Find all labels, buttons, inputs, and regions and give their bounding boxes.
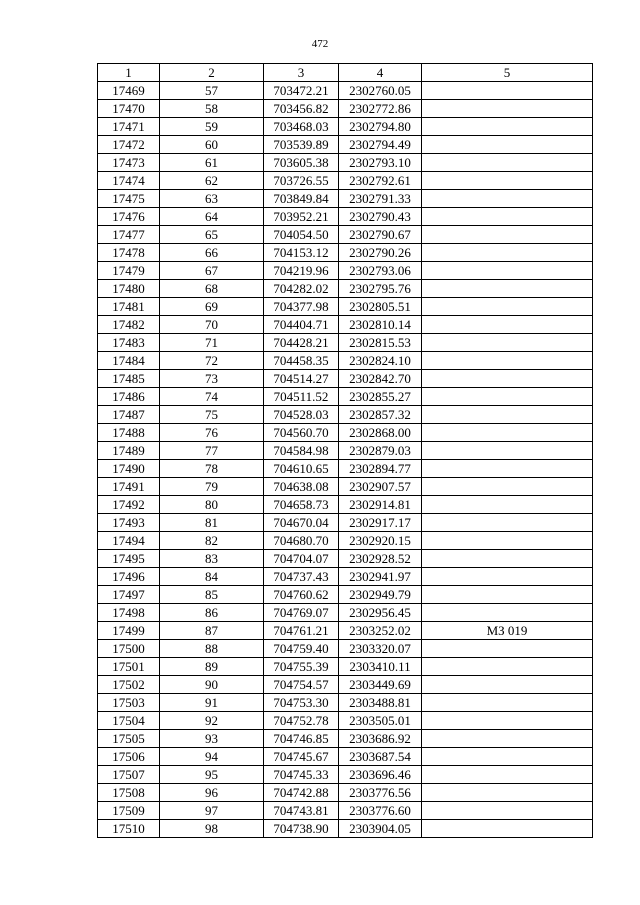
table-row [98,370,593,388]
table-row [98,784,593,802]
table-row [98,280,593,298]
table-cell-col5 [422,694,593,712]
table-cell-col5 [422,244,593,262]
table-cell-col1: 17508 [98,784,160,802]
table-row [98,442,593,460]
table-cell-col4: 2303904.05 [339,820,422,838]
table-cell-col1: 17494 [98,532,160,550]
table-cell-col1: 17472 [98,136,160,154]
table-cell-col1: 17504 [98,712,160,730]
table-cell-col5 [422,298,593,316]
table-cell-col2: 61 [160,154,264,172]
table-cell-col3: 704458.35 [264,352,339,370]
table-cell-col2: 95 [160,766,264,784]
table-cell-col4: 2302791.33 [339,190,422,208]
table-cell-col1: 17479 [98,262,160,280]
table-cell-col5 [422,226,593,244]
table-cell-col1: 17500 [98,640,160,658]
table-cell-col5 [422,352,593,370]
table-cell-col5 [422,316,593,334]
table-cell-col2: 58 [160,100,264,118]
table-cell-col3: 704761.21 [264,622,339,640]
table-cell-col1: 17477 [98,226,160,244]
table-cell-col1: 17469 [98,82,160,100]
table-row [98,136,593,154]
table-cell-col2: 93 [160,730,264,748]
table-row [98,424,593,442]
table-row [98,712,593,730]
table-cell-col2: 74 [160,388,264,406]
table-cell-col1: 17501 [98,658,160,676]
table-row [98,568,593,586]
table-cell-col3: 704754.57 [264,676,339,694]
table-cell-col1: 17503 [98,694,160,712]
table-cell-col1: 17482 [98,316,160,334]
column-header-2: 2 [160,64,264,82]
table-cell-col3: 704742.88 [264,784,339,802]
table-row [98,388,593,406]
table-cell-col2: 97 [160,802,264,820]
table-cell-col1: 17506 [98,748,160,766]
table-cell-col1: 17499 [98,622,160,640]
table-cell-col4: 2302857.32 [339,406,422,424]
table-cell-col3: 704737.43 [264,568,339,586]
table-cell-col5 [422,514,593,532]
table-row [98,550,593,568]
table-row [98,406,593,424]
table-cell-col5 [422,784,593,802]
table-cell-col4: 2302795.76 [339,280,422,298]
table-row [98,316,593,334]
table-cell-col1: 17510 [98,820,160,838]
table-row [98,352,593,370]
table-cell-col3: 703456.82 [264,100,339,118]
table-cell-col5 [422,334,593,352]
table-cell-col3: 704760.62 [264,586,339,604]
table-cell-col5 [422,100,593,118]
table-cell-col5 [422,532,593,550]
table-cell-col5 [422,460,593,478]
table-cell-col5 [422,586,593,604]
table-cell-col1: 17473 [98,154,160,172]
table-cell-col2: 73 [160,370,264,388]
table-cell-col5 [422,496,593,514]
table-cell-col4: 2302941.97 [339,568,422,586]
table-cell-col2: 72 [160,352,264,370]
table-cell-col1: 17485 [98,370,160,388]
table-cell-col1: 17490 [98,460,160,478]
table-cell-col2: 78 [160,460,264,478]
table-row [98,172,593,190]
table-cell-col5 [422,568,593,586]
table-cell-col1: 17483 [98,334,160,352]
table-cell-col3: 704658.73 [264,496,339,514]
table-cell-col4: 2303776.56 [339,784,422,802]
table-cell-col4: 2302842.70 [339,370,422,388]
table-body [98,82,593,838]
table-cell-col5 [422,442,593,460]
table-cell-col2: 86 [160,604,264,622]
table-row [98,460,593,478]
table-row [98,208,593,226]
table-cell-col1: 17475 [98,190,160,208]
table-cell-col4: 2303252.02 [339,622,422,640]
table-cell-col2: 82 [160,532,264,550]
table-cell-col3: 704743.81 [264,802,339,820]
table-cell-col4: 2302790.43 [339,208,422,226]
table-cell-col4: 2302793.10 [339,154,422,172]
table-cell-col3: 703468.03 [264,118,339,136]
table-cell-col5: МЗ 019 [422,622,593,640]
table-cell-col1: 17492 [98,496,160,514]
table-cell-col5 [422,712,593,730]
table-row [98,262,593,280]
table-cell-col1: 17495 [98,550,160,568]
table-row [98,118,593,136]
table-cell-col2: 57 [160,82,264,100]
table-cell-col3: 704584.98 [264,442,339,460]
table-row [98,532,593,550]
table-cell-col2: 89 [160,658,264,676]
table-cell-col4: 2302920.15 [339,532,422,550]
table-cell-col2: 76 [160,424,264,442]
table-cell-col2: 63 [160,190,264,208]
table-cell-col2: 96 [160,784,264,802]
table-row [98,334,593,352]
table-header-row [98,64,593,82]
table-row [98,226,593,244]
table-cell-col2: 85 [160,586,264,604]
table-cell-col3: 704746.85 [264,730,339,748]
table-cell-col3: 703539.89 [264,136,339,154]
table-cell-col1: 17497 [98,586,160,604]
table-cell-col3: 704404.71 [264,316,339,334]
table-cell-col4: 2302868.00 [339,424,422,442]
coordinates-table [97,63,593,838]
table-row [98,748,593,766]
table-row [98,100,593,118]
table-row [98,244,593,262]
table-cell-col1: 17480 [98,280,160,298]
table-cell-col3: 704377.98 [264,298,339,316]
table-row [98,298,593,316]
table-cell-col5 [422,766,593,784]
table-cell-col3: 704753.30 [264,694,339,712]
table-cell-col1: 17509 [98,802,160,820]
table-cell-col4: 2303687.54 [339,748,422,766]
table-cell-col2: 79 [160,478,264,496]
table-cell-col3: 703952.21 [264,208,339,226]
table-cell-col2: 75 [160,406,264,424]
table-row [98,694,593,712]
table-cell-col4: 2302914.81 [339,496,422,514]
table-cell-col3: 703472.21 [264,82,339,100]
table-cell-col3: 704219.96 [264,262,339,280]
table-cell-col5 [422,262,593,280]
table-cell-col4: 2302907.57 [339,478,422,496]
table-cell-col2: 65 [160,226,264,244]
table-cell-col2: 90 [160,676,264,694]
table-row [98,820,593,838]
table-cell-col4: 2302792.61 [339,172,422,190]
table-cell-col4: 2302760.05 [339,82,422,100]
table-cell-col4: 2302824.10 [339,352,422,370]
table-cell-col4: 2303696.46 [339,766,422,784]
table-cell-col4: 2302928.52 [339,550,422,568]
table-row [98,154,593,172]
table-cell-col5 [422,208,593,226]
table-cell-col4: 2302805.51 [339,298,422,316]
table-cell-col3: 704769.07 [264,604,339,622]
table-cell-col4: 2302917.17 [339,514,422,532]
table-row [98,478,593,496]
table-cell-col2: 66 [160,244,264,262]
table-cell-col2: 69 [160,298,264,316]
table-cell-col1: 17478 [98,244,160,262]
table-cell-col2: 84 [160,568,264,586]
table-cell-col4: 2302894.77 [339,460,422,478]
table-cell-col2: 80 [160,496,264,514]
table-row [98,586,593,604]
table-row [98,658,593,676]
table-cell-col5 [422,478,593,496]
column-header-4: 4 [339,64,422,82]
table-cell-col5 [422,820,593,838]
table-cell-col3: 704752.78 [264,712,339,730]
table-cell-col5 [422,640,593,658]
table-cell-col3: 704610.65 [264,460,339,478]
table-row [98,622,593,640]
table-row [98,496,593,514]
table-row [98,640,593,658]
table-cell-col2: 71 [160,334,264,352]
table-cell-col2: 67 [160,262,264,280]
table-cell-col3: 704745.33 [264,766,339,784]
table-cell-col4: 2302790.26 [339,244,422,262]
table-cell-col4: 2303410.11 [339,658,422,676]
table-row [98,190,593,208]
column-header-5: 5 [422,64,593,82]
table-row [98,676,593,694]
table-cell-col1: 17498 [98,604,160,622]
table-cell-col2: 98 [160,820,264,838]
column-header-1: 1 [98,64,160,82]
table-cell-col4: 2302794.80 [339,118,422,136]
table-cell-col4: 2302793.06 [339,262,422,280]
table-cell-col1: 17487 [98,406,160,424]
table-cell-col5 [422,154,593,172]
table-row [98,82,593,100]
table-cell-col1: 17496 [98,568,160,586]
table-cell-col4: 2302794.49 [339,136,422,154]
table-cell-col2: 60 [160,136,264,154]
table-cell-col4: 2302810.14 [339,316,422,334]
table-cell-col1: 17481 [98,298,160,316]
table-cell-col5 [422,424,593,442]
table-cell-col2: 91 [160,694,264,712]
table-row [98,730,593,748]
table-cell-col1: 17493 [98,514,160,532]
table-cell-col4: 2303686.92 [339,730,422,748]
table-cell-col3: 704755.39 [264,658,339,676]
table-cell-col3: 704528.03 [264,406,339,424]
table-cell-col3: 704759.40 [264,640,339,658]
table-cell-col4: 2303449.69 [339,676,422,694]
table-cell-col4: 2302949.79 [339,586,422,604]
table-cell-col1: 17507 [98,766,160,784]
table-cell-col2: 94 [160,748,264,766]
table-cell-col2: 88 [160,640,264,658]
table-cell-col5 [422,190,593,208]
table-cell-col5 [422,676,593,694]
table-row [98,604,593,622]
table-cell-col2: 59 [160,118,264,136]
table-cell-col5 [422,370,593,388]
table-cell-col2: 87 [160,622,264,640]
table-cell-col4: 2303505.01 [339,712,422,730]
table-cell-col1: 17491 [98,478,160,496]
table-cell-col5 [422,802,593,820]
table-cell-col3: 704680.70 [264,532,339,550]
table-cell-col3: 704054.50 [264,226,339,244]
table-cell-col3: 704514.27 [264,370,339,388]
table-cell-col1: 17470 [98,100,160,118]
table-cell-col5 [422,658,593,676]
table-cell-col3: 703605.38 [264,154,339,172]
page-number: 472 [311,38,329,50]
table-cell-col4: 2303488.81 [339,694,422,712]
table-row [98,514,593,532]
table-cell-col4: 2303320.07 [339,640,422,658]
table-cell-col3: 704745.67 [264,748,339,766]
table-cell-col1: 17502 [98,676,160,694]
table-cell-col2: 64 [160,208,264,226]
table-cell-col3: 704560.70 [264,424,339,442]
table-cell-col4: 2302855.27 [339,388,422,406]
table-cell-col3: 704670.04 [264,514,339,532]
table-cell-col1: 17488 [98,424,160,442]
table-cell-col1: 17486 [98,388,160,406]
table-cell-col3: 704428.21 [264,334,339,352]
table-cell-col4: 2302790.67 [339,226,422,244]
table-cell-col1: 17476 [98,208,160,226]
table-cell-col2: 92 [160,712,264,730]
table-cell-col4: 2302772.86 [339,100,422,118]
table-cell-col3: 704738.90 [264,820,339,838]
column-header-3: 3 [264,64,339,82]
table-cell-col5 [422,172,593,190]
table-cell-col1: 17471 [98,118,160,136]
table-cell-col5 [422,748,593,766]
table-cell-col5 [422,118,593,136]
table-cell-col2: 83 [160,550,264,568]
table-cell-col3: 703726.55 [264,172,339,190]
table-row [98,766,593,784]
table-cell-col1: 17474 [98,172,160,190]
table-cell-col1: 17489 [98,442,160,460]
table-cell-col3: 703849.84 [264,190,339,208]
table-cell-col4: 2302956.45 [339,604,422,622]
table-cell-col2: 62 [160,172,264,190]
table-cell-col5 [422,730,593,748]
table-cell-col2: 68 [160,280,264,298]
table-cell-col5 [422,280,593,298]
table-cell-col3: 704638.08 [264,478,339,496]
table-cell-col5 [422,388,593,406]
table-cell-col4: 2302879.03 [339,442,422,460]
table-cell-col1: 17505 [98,730,160,748]
table-cell-col5 [422,82,593,100]
table-row [98,802,593,820]
table-cell-col3: 704282.02 [264,280,339,298]
table-cell-col5 [422,136,593,154]
table-cell-col3: 704153.12 [264,244,339,262]
table-cell-col4: 2302815.53 [339,334,422,352]
table-cell-col3: 704704.07 [264,550,339,568]
table-cell-col5 [422,406,593,424]
table-cell-col3: 704511.52 [264,388,339,406]
table-cell-col1: 17484 [98,352,160,370]
table-cell-col5 [422,550,593,568]
table-cell-col4: 2303776.60 [339,802,422,820]
table-cell-col2: 70 [160,316,264,334]
table-cell-col5 [422,604,593,622]
table-cell-col2: 77 [160,442,264,460]
table-cell-col2: 81 [160,514,264,532]
